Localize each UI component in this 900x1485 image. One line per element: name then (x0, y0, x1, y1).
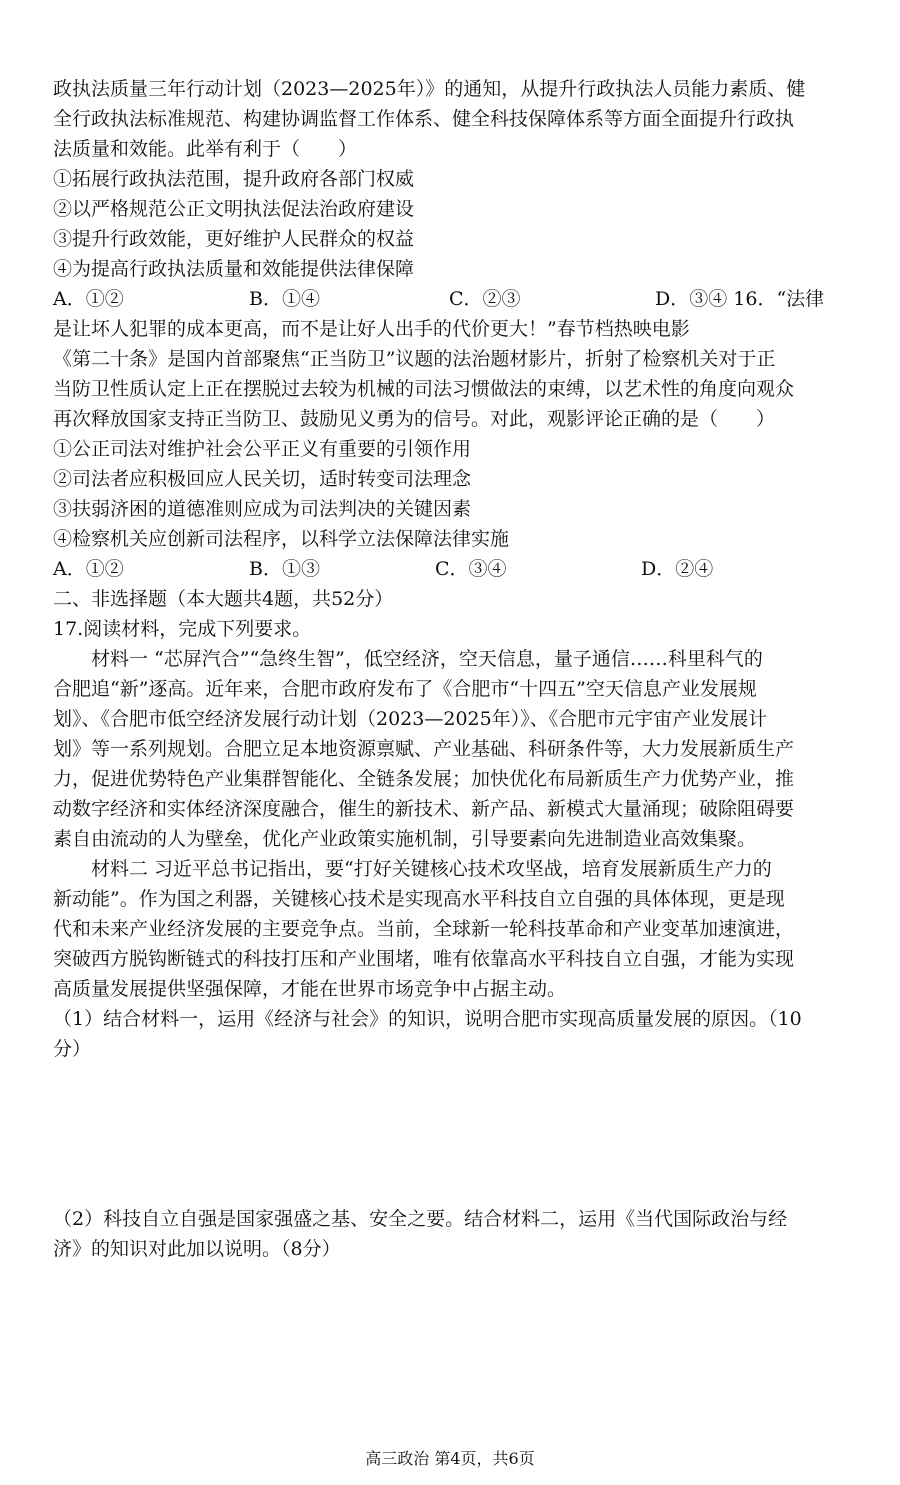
sub-question-1 (53, 1004, 853, 1064)
material-1-line: 素自由流动的人为壁垒，优化产业政策实施机制，引导要素向先进制造业高效集聚。 (53, 828, 757, 850)
q17-title: 17.阅读材料，完成下列要求。 (53, 618, 312, 640)
section-heading: 二、非选择题（本大题共4题，共52分） (53, 588, 394, 610)
q16-stem-line: 当防卫性质认定上正在摆脱过去较为机械的司法习惯做法的束缚，以艺术性的角度向观众 (53, 378, 795, 400)
material-1-line: 合肥追“新”逐高。近年来，合肥市政府发布了《合肥市“十四五”空天信息产业发展规 (53, 678, 757, 700)
q16-statement-2: ②司法者应积极回应人民关切，适时转变司法理念 (53, 468, 472, 490)
q16-stem-line: 再次释放国家支持正当防卫、鼓励见义勇为的信号。对此，观影评论正确的是（ ） (53, 408, 776, 430)
q16-statement-4: ④检察机关应创新司法程序，以科学立法保障法律实施 (53, 528, 510, 550)
q15-option-c[interactable]: C．②③ (449, 288, 521, 310)
sub-question-1-line: （1）结合材料一，运用《经济与社会》的知识，说明合肥市实现高质量发展的原因。（10 (53, 1008, 802, 1030)
q16-statement-1: ①公正司法对维护社会公平正义有重要的引领作用 (53, 438, 472, 460)
q15-stem-line: 全行政执法标准规范、构建协调监督工作体系、健全科技保障体系等方面全面提升行政执 (53, 108, 795, 130)
q16-options (53, 554, 853, 584)
q15-option-d[interactable]: D．③④ 16．“法律 (655, 288, 825, 310)
q15-stem-line: 法质量和效能。此举有利于（ ） (53, 138, 358, 160)
question-17 (53, 614, 853, 1264)
material-1-line: 力，促进优势特色产业集群智能化、全链条发展；加快优化布局新质生产力优势产业，推 (53, 768, 795, 790)
material-2-line: 代和未来产业经济发展的主要竞争点。当前，全球新一轮科技革命和产业变革加速演进， (53, 918, 795, 940)
q16-option-d[interactable]: D．②④ (641, 558, 714, 580)
q15-statement-1: ①拓展行政执法范围，提升政府各部门权威 (53, 168, 415, 190)
exam-page (53, 74, 853, 1264)
q15-statement-2: ②以严格规范公正文明执法促法治政府建设 (53, 198, 415, 220)
q15-option-a[interactable]: A．①② (53, 288, 124, 310)
q15-options (53, 284, 853, 314)
material-2-line: 高质量发展提供坚强保障，才能在世界市场竞争中占据主动。 (53, 978, 567, 1000)
answer-space-1[interactable] (53, 1064, 853, 1204)
sub-question-2-line: 济》的知识对此加以说明。（8分） (53, 1238, 341, 1260)
page-footer: 高三政治 第4页，共6页 (365, 1449, 535, 1468)
sub-question-1-line: 分） (53, 1038, 92, 1060)
material-1-line: 划》等一系列规划。合肥立足本地资源禀赋、产业基础、科研条件等，大力发展新质生产 (53, 738, 795, 760)
material-1-line: 划》、《合肥市低空经济发展行动计划（2023—2025年）》、《合肥市元宇宙产业发展计 (53, 708, 768, 730)
q15-statement-4: ④为提高行政执法质量和效能提供法律保障 (53, 258, 415, 280)
q15-statement-3: ③提升行政效能，更好维护人民群众的权益 (53, 228, 415, 250)
material-1-line: 材料一 “芯屏汽合”“急终生智”，低空经济，空天信息，量子通信……科里科气的 (91, 648, 763, 670)
material-2-line: 突破西方脱钩断链式的科技打压和产业围堵，唯有依靠高水平科技自立自强，才能为实现 (53, 948, 795, 970)
material-2-line: 新动能”。作为国之利器，关键核心技术是实现高水平科技自立自强的具体体现，更是现 (53, 888, 785, 910)
question-16 (53, 314, 853, 584)
q16-statement-3: ③扶弱济困的道德准则应成为司法判决的关键因素 (53, 498, 472, 520)
q16-stem-line: 《第二十条》是国内首部聚焦“正当防卫”议题的法治题材影片，折射了检察机关对于正 (53, 348, 776, 370)
sub-question-2-line: （2）科技自立自强是国家强盛之基、安全之要。结合材料二，运用《当代国际政治与经 (53, 1208, 788, 1230)
q16-option-b[interactable]: B．①③ (249, 558, 320, 580)
q16-stem-line: 是让坏人犯罪的成本更高，而不是让好人出手的代价更大！”春节档热映电影 (53, 318, 690, 340)
material-1-line: 动数字经济和实体经济深度融合，催生的新技术、新产品、新模式大量涌现；破除阻碍要 (53, 798, 795, 820)
q15-option-b[interactable]: B．①④ (249, 288, 320, 310)
material-2-line: 材料二 习近平总书记指出，要“打好关键核心技术攻坚战，培育发展新质生产力的 (91, 858, 772, 880)
q16-option-c[interactable]: C．③④ (435, 558, 507, 580)
q16-option-a[interactable]: A．①② (53, 558, 124, 580)
material-1 (53, 644, 853, 854)
q15-stem-line: 政执法质量三年行动计划（2023—2025年）》的通知，从提升行政执法人员能力素质、健 (53, 78, 806, 100)
question-15 (53, 74, 853, 314)
material-2 (53, 854, 853, 1004)
sub-question-2 (53, 1204, 853, 1264)
